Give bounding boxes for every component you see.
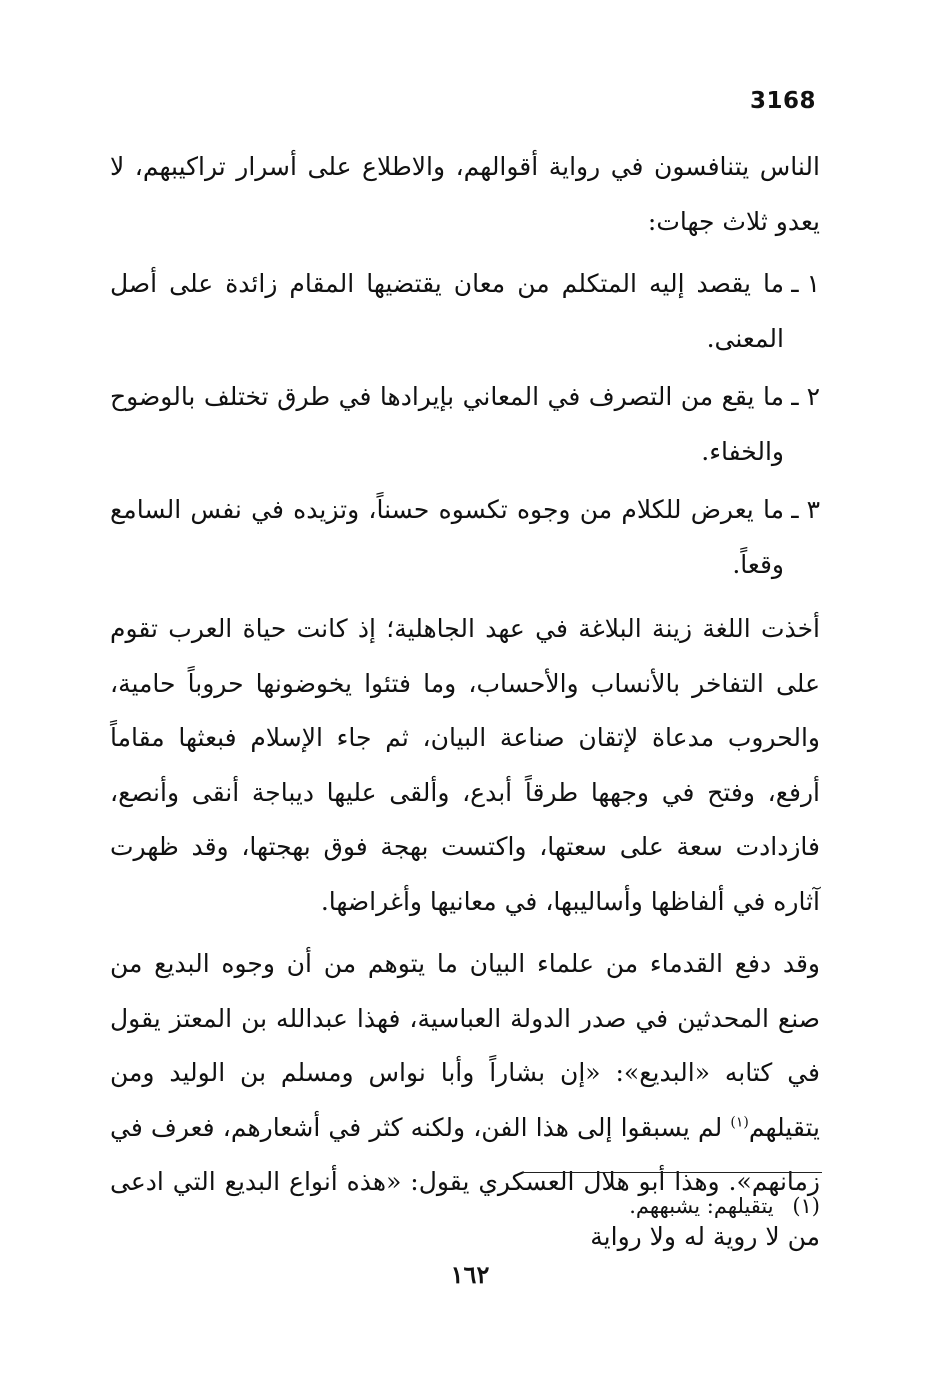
page-number: ١٦٢	[450, 1260, 490, 1289]
list-item-text: ما يقصد إليه المتكلم من معان يقتضيها المقام زائدة على أصل المعنى.	[110, 269, 784, 353]
list-item-number: ٢ ـ	[791, 382, 820, 411]
footnote-marker: (١)	[792, 1194, 820, 1218]
list-item-text: ما يعرض للكلام من وجوه تكسوه حسناً، وتزيده في نفس السامع وقعاً.	[110, 495, 784, 579]
main-text	[110, 140, 820, 1272]
list-item	[110, 370, 820, 479]
intro-paragraph: الناس يتنافسون في رواية أقوالهم، والاطلاع على أسرار تراكيبهم، لا يعدو ثلاث جهات:	[110, 152, 820, 236]
paragraph-text: وقد دفع القدماء من علماء البيان ما يتوهم من أن وجوه البديع من صنع المحدثين في صدر الدولة العباسية، فهذا عبدالله بن المعتز يقول في كتابه «البديع»: «إن بشاراً وأبا نواس ومسلم بن الوليد ومن يتقيلهم	[110, 949, 820, 1142]
footnote-text: يتقيلهم: يشبههم.	[629, 1194, 774, 1218]
footnote-reference: (١)	[730, 1114, 749, 1131]
footnote	[120, 1188, 820, 1224]
body-paragraph: أخذت اللغة زينة البلاغة في عهد الجاهلية؛ إذ كانت حياة العرب تقوم على التفاخر بالأنساب والأحساب، وما فتئوا يخوضونها حروباً حامية، والحروب مدعاة لإتقان صناعة البيان، ثم جاء الإسلام فبعثها مقاماً أرفع، وفتح في وجهها طرقاً أبدع، وألقى عليها ديباجة أنقى وأنصع، فازدادت سعة على سعتها، واكتست بهجة فوق بهجتها، وقد ظهرت آثاره في ألفاظها وأساليبها، في معانيها وأغراضها.	[110, 614, 820, 916]
paragraph-text: لم يسبقوا إلى هذا الفن، ولكنه كثر في أشعارهم، فعرف في زمانهم». وهذا أبو هلال العسكري يقول: «هذه أنواع البديع التي ادعى من لا روية له ولا رواية	[110, 1112, 820, 1251]
footnote-divider	[522, 1172, 822, 1173]
list-item-text: ما يقع من التصرف في المعاني بإيرادها في طرق تختلف بالوضوح والخفاء.	[110, 382, 784, 466]
list-item	[110, 483, 820, 592]
page-id: 3168	[749, 88, 816, 114]
list-item	[110, 257, 820, 366]
list-item-number: ٣ ـ	[791, 495, 820, 524]
list-item-number: ١ ـ	[791, 269, 820, 298]
